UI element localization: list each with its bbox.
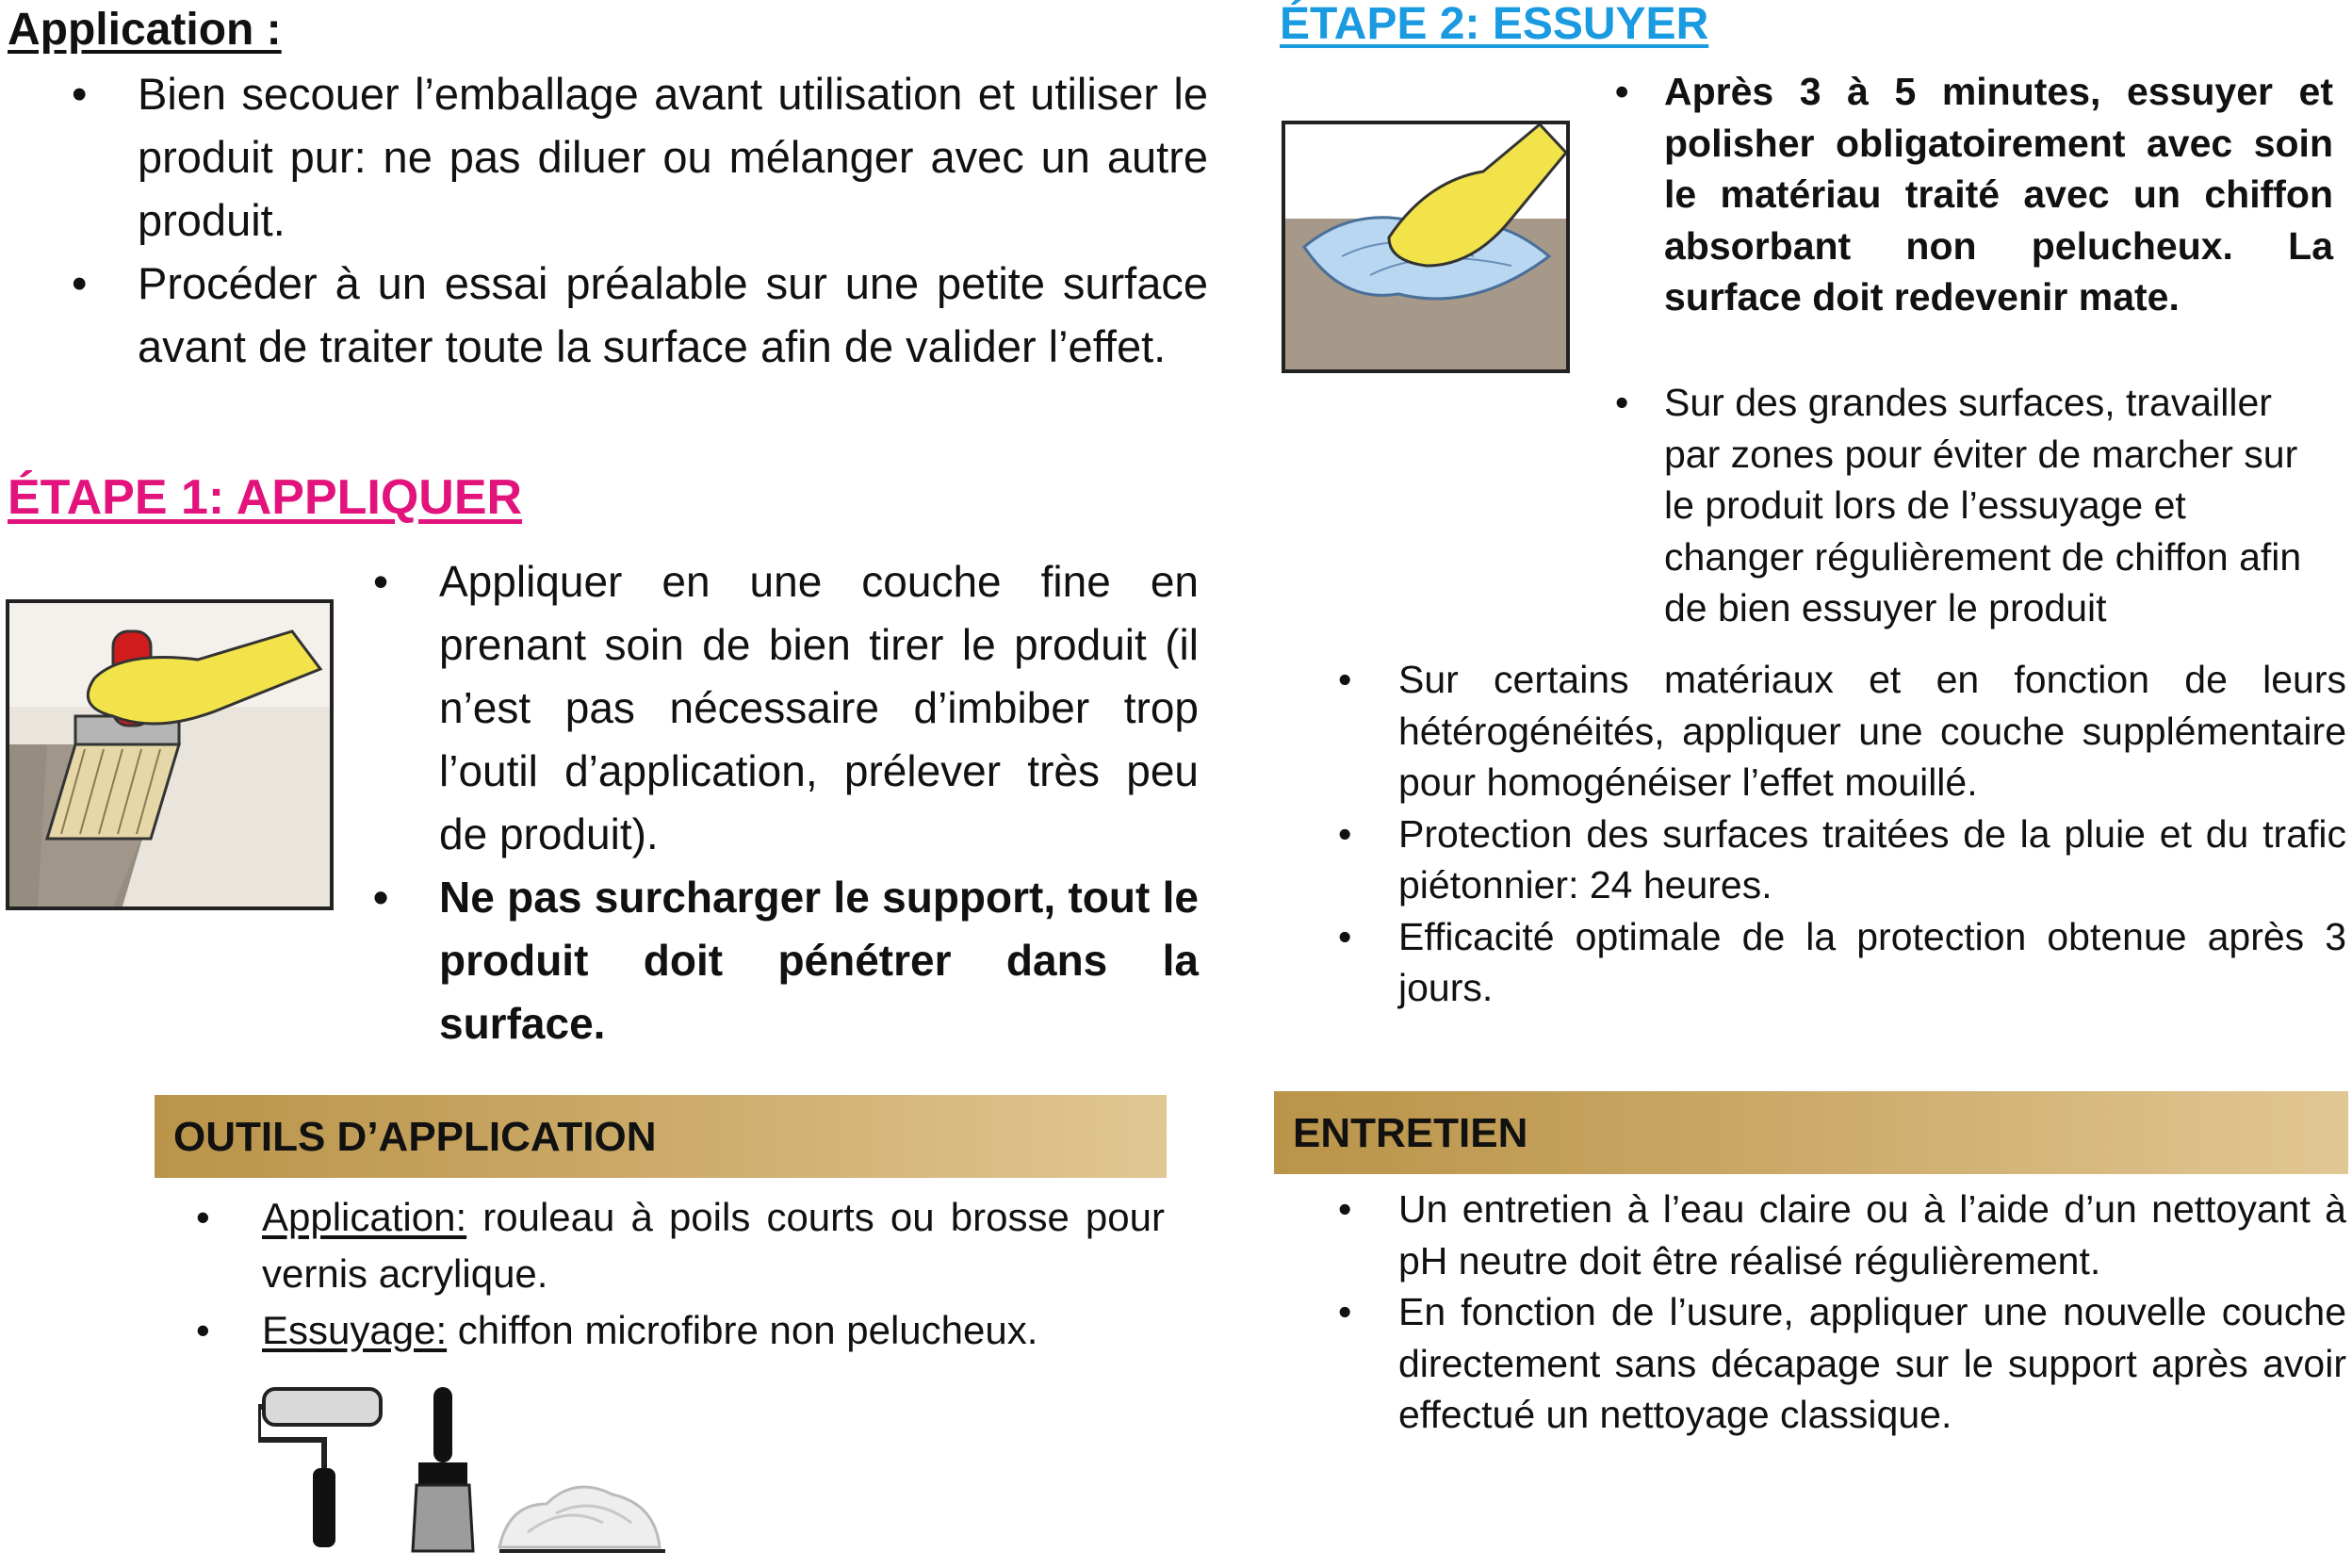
step2-extra-list xyxy=(1338,654,2346,1014)
list-item: • Appliquer en une couche fine en prenant soin de bien tirer le produit (il n’est pas nécessaire d’imbiber trop l’outil d’application, prélever très peu de produit). xyxy=(373,557,1199,858)
application-list xyxy=(72,62,1208,378)
step2-title: ÉTAPE 2: ESSUYER xyxy=(1280,0,1709,49)
maintenance-list xyxy=(1338,1184,2346,1441)
list-item: • Un entretien à l’eau claire ou à l’aide d’un nettoyant à pH neutre doit être réalisé régulièrement. xyxy=(1338,1187,2346,1282)
list-item: • Après 3 à 5 minutes, essuyer et polisher obligatoirement avec soin le matériau traité avec un chiffon absorbant non pelucheux. La surface doit redevenir mate. xyxy=(1615,70,2333,318)
paint-brush-icon xyxy=(405,1385,481,1557)
application-heading: Application : xyxy=(8,5,282,55)
list-item: • Bien secouer l’emballage avant utilisation et utiliser le produit pur: ne pas diluer ou mélanger avec un autre produit. xyxy=(72,69,1208,245)
list-item: • Sur des grandes surfaces, travailler par zones pour éviter de marcher sur le produit lors de l’essuyage et changer régulièrement de chiffon afin de bien essuyer le produit xyxy=(1615,381,2302,629)
list-item: • Essuyage: chiffon microfibre non pelucheux. xyxy=(196,1308,1038,1352)
step1-list xyxy=(373,550,1199,1055)
step2-list xyxy=(1615,377,2333,634)
list-item: • Protection des surfaces traitées de la pluie et du trafic piétonnier: 24 heures. xyxy=(1338,811,2346,906)
step1-title: ÉTAPE 1: APPLIQUER xyxy=(8,470,523,525)
tools-band: OUTILS D’APPLICATION xyxy=(155,1095,1167,1178)
list-item: • Sur certains matériaux et en fonction de leurs hétérogénéités, appliquer une couche supplémentaire pour homogénéiser l’effet mouillé. xyxy=(1338,658,2346,804)
step2-bold-list xyxy=(1615,66,2333,323)
brush-application-illustration xyxy=(6,599,334,910)
list-item: • En fonction de l’usure, appliquer une nouvelle couche directement sans décapage sur le support après avoir effectué un nettoyage classique. xyxy=(1338,1290,2346,1436)
brush-icon xyxy=(9,603,330,906)
list-item: • Procéder à un essai préalable sur une petite surface avant de traiter toute la surface afin de valider l’effet. xyxy=(72,258,1208,371)
cloth-wiping-illustration xyxy=(1282,121,1570,373)
microfiber-cloth-icon xyxy=(490,1466,669,1557)
tools-list xyxy=(196,1189,1165,1359)
list-item: • Ne pas surcharger le support, tout le produit doit pénétrer dans la surface. xyxy=(373,873,1199,1048)
list-item: • Efficacité optimale de la protection obtenue après 3 jours. xyxy=(1338,914,2346,1009)
paint-roller-icon xyxy=(258,1383,386,1553)
maintenance-band: ENTRETIEN xyxy=(1274,1091,2348,1174)
list-item: • Application: rouleau à poils courts ou brosse pour vernis acrylique. xyxy=(196,1195,1165,1296)
cloth-icon xyxy=(1285,124,1566,369)
